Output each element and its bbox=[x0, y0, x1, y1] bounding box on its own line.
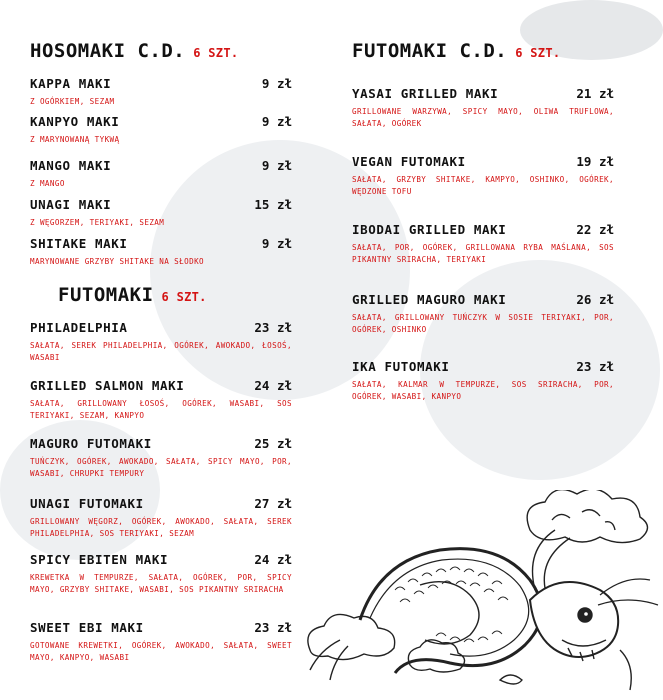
item-name: GRILLED SALMON MAKI bbox=[30, 378, 185, 393]
section-title-text: FUTOMAKI bbox=[58, 284, 154, 306]
item-price: 9 zł bbox=[261, 158, 292, 173]
item-name: PHILADELPHIA bbox=[30, 320, 128, 335]
item-price: 9 zł bbox=[261, 114, 292, 129]
menu-item bbox=[30, 236, 292, 268]
item-name: IKA FUTOMAKI bbox=[352, 359, 450, 374]
item-price: 24 zł bbox=[254, 552, 292, 567]
section-count: 6 SZT. bbox=[193, 46, 239, 60]
item-description: Z MARYNOWANĄ TYKWĄ bbox=[30, 135, 120, 144]
item-description: Z MANGO bbox=[30, 179, 65, 188]
item-description: SAŁATA, GRZYBY SHITAKE, KAMPYO, OSHINKO, OGÓREK, WĘDZONE TOFU bbox=[352, 175, 614, 196]
menu-item bbox=[352, 154, 614, 197]
item-description: KREWETKA W TEMPURZE, SAŁATA, OGÓREK, POR, SPICY MAYO, GRZYBY SHITAKE, WASABI, SOS PIKANTNY SRIRACHA bbox=[30, 573, 292, 594]
menu-item bbox=[30, 320, 292, 363]
item-price: 27 zł bbox=[254, 496, 292, 511]
menu-item bbox=[30, 197, 292, 229]
item-name: GRILLED MAGURO MAKI bbox=[352, 292, 507, 307]
item-description: TUŃCZYK, OGÓREK, AWOKADO, SAŁATA, SPICY MAYO, POR, WASABI, CHRUPKI TEMPURY bbox=[30, 457, 292, 478]
item-name: UNAGI MAKI bbox=[30, 197, 112, 212]
menu-item bbox=[30, 114, 292, 146]
item-description: SAŁATA, SEREK PHILADELPHIA, OGÓREK, AWOKADO, ŁOSOŚ, WASABI bbox=[30, 341, 292, 362]
item-price: 23 zł bbox=[254, 320, 292, 335]
section-title-hosomaki bbox=[30, 40, 238, 62]
menu-item bbox=[352, 222, 614, 265]
item-description: SAŁATA, GRILLOWANY TUŃCZYK W SOSIE TERIYAKI, POR, OGÓREK, OSHINKO bbox=[352, 313, 614, 334]
item-price: 19 zł bbox=[576, 154, 614, 169]
item-name: YASAI GRILLED MAKI bbox=[352, 86, 499, 101]
menu-item bbox=[30, 620, 292, 663]
item-price: 24 zł bbox=[254, 378, 292, 393]
item-name: MANGO MAKI bbox=[30, 158, 112, 173]
item-price: 23 zł bbox=[254, 620, 292, 635]
item-name: SHITAKE MAKI bbox=[30, 236, 128, 251]
menu-item bbox=[352, 86, 614, 129]
item-name: UNAGI FUTOMAKI bbox=[30, 496, 144, 511]
item-description: Z OGÓRKIEM, SEZAM bbox=[30, 97, 115, 106]
item-name: VEGAN FUTOMAKI bbox=[352, 154, 466, 169]
item-name: KANPYO MAKI bbox=[30, 114, 120, 129]
item-name: SWEET EBI MAKI bbox=[30, 620, 144, 635]
section-title-futomaki bbox=[58, 284, 207, 306]
item-price: 9 zł bbox=[261, 76, 292, 91]
item-description: SAŁATA, GRILLOWANY ŁOSOŚ, OGÓREK, WASABI, SOS TERIYAKI, SEZAM, KANPYO bbox=[30, 399, 292, 420]
item-price: 15 zł bbox=[254, 197, 292, 212]
menu-item bbox=[352, 359, 614, 402]
section-title-text: FUTOMAKI C.D. bbox=[352, 40, 508, 62]
item-price: 22 zł bbox=[576, 222, 614, 237]
item-description: GRILLOWANY WĘGORZ, OGÓREK, AWOKADO, SAŁATA, SEREK PHILADELPHIA, SOS TERIYAKI, SEZAM bbox=[30, 517, 292, 538]
item-description: GOTOWANE KREWETKI, OGÓREK, AWOKADO, SAŁATA, SWEET MAYO, KANPYO, WASABI bbox=[30, 641, 292, 662]
section-title-text: HOSOMAKI C.D. bbox=[30, 40, 186, 62]
item-description: SAŁATA, KALMAR W TEMPURZE, SOS SRIRACHA, POR, OGÓREK, WASABI, KANPYO bbox=[352, 380, 614, 401]
item-description: GRILLOWANE WARZYWA, SPICY MAYO, OLIWA TRUFLOWA, SAŁATA, OGÓREK bbox=[352, 107, 614, 128]
item-description: Z WĘGORZEM, TERIYAKI, SEZAM bbox=[30, 218, 165, 227]
item-description: MARYNOWANE GRZYBY SHITAKE NA SŁODKO bbox=[30, 257, 205, 266]
item-price: 9 zł bbox=[261, 236, 292, 251]
section-count: 6 SZT. bbox=[161, 290, 207, 304]
menu-item bbox=[30, 378, 292, 421]
section-count: 6 SZT. bbox=[515, 46, 561, 60]
item-description: SAŁATA, POR, OGÓREK, GRILLOWANA RYBA MAŚLANA, SOS PIKANTNY SRIRACHA, TERIYAKI bbox=[352, 243, 614, 264]
menu-item bbox=[30, 76, 292, 108]
menu-item bbox=[352, 292, 614, 335]
item-name: KAPPA MAKI bbox=[30, 76, 112, 91]
menu-item bbox=[30, 436, 292, 479]
menu-item bbox=[30, 552, 292, 595]
section-title-futomaki-cd bbox=[352, 40, 560, 62]
item-price: 23 zł bbox=[576, 359, 614, 374]
item-name: MAGURO FUTOMAKI bbox=[30, 436, 152, 451]
item-price: 25 zł bbox=[254, 436, 292, 451]
item-name: IBODAI GRILLED MAKI bbox=[352, 222, 507, 237]
item-price: 26 zł bbox=[576, 292, 614, 307]
menu-item bbox=[30, 158, 292, 190]
item-price: 21 zł bbox=[576, 86, 614, 101]
dragon-illustration-icon bbox=[300, 490, 663, 700]
menu-item bbox=[30, 496, 292, 539]
item-name: SPICY EBITEN MAKI bbox=[30, 552, 169, 567]
